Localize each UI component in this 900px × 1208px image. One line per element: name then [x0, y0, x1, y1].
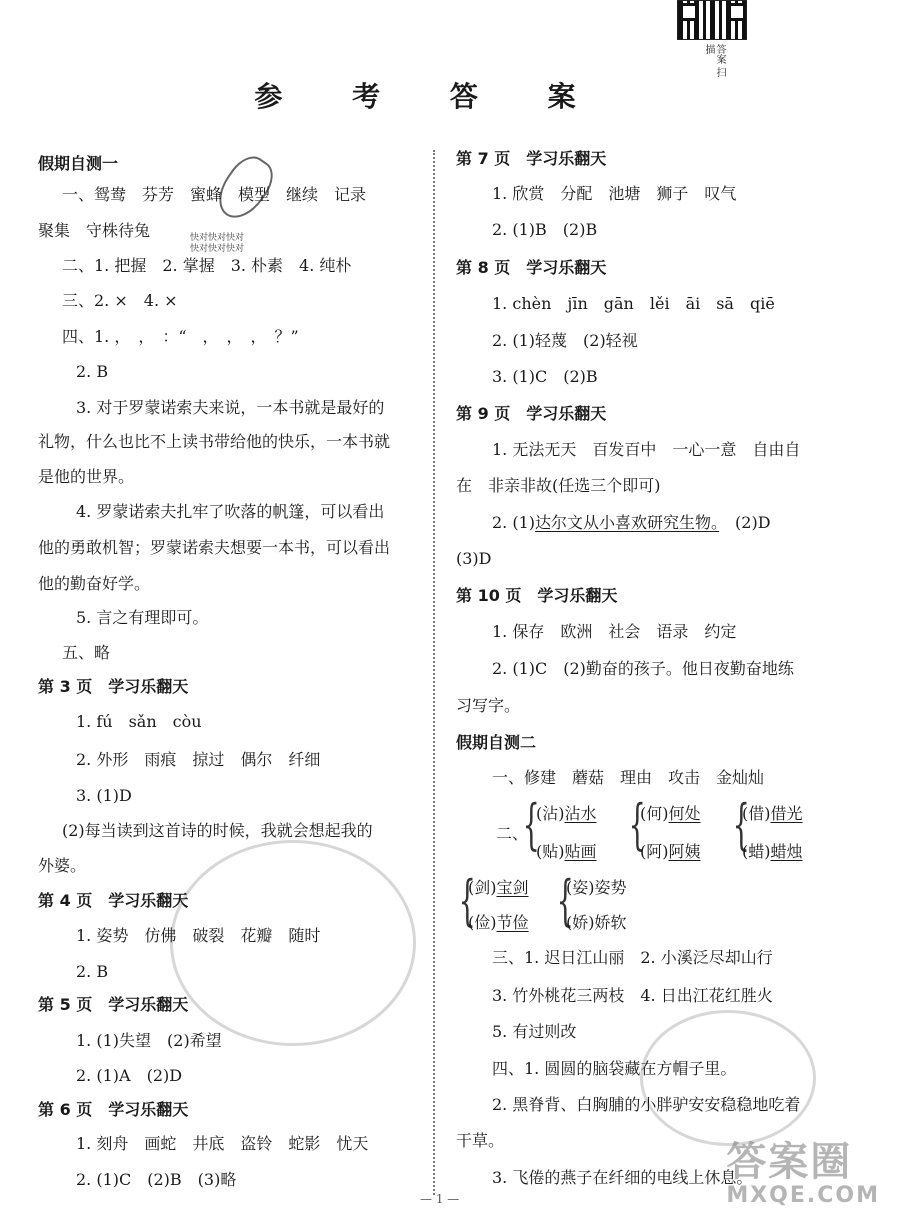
answer-line: 四、1. 圆圆的脑袋藏在方帽子里。 [492, 1059, 737, 1078]
answer-line: 2. (1)C (2)B (3)略 [76, 1170, 237, 1189]
answer-line: 1. fú sǎn còu [76, 712, 202, 731]
qr-finder-icon [728, 3, 746, 21]
answer-prefix: 2. (1) [492, 513, 536, 532]
section-heading: 第 3 页 学习乐翻天 [38, 677, 189, 696]
word-pair: (娇)娇软 [566, 913, 627, 932]
answer-line: 3. 飞倦的燕子在纤细的电线上休息。 [492, 1168, 753, 1187]
answer-line: 1. 欣赏 分配 池塘 狮子 叹气 [492, 184, 737, 203]
underlined-answer: 达尔文从小喜欢研究生物。 [535, 513, 720, 532]
answer-line: 2. (1)A (2)D [76, 1066, 183, 1085]
answer-line: 1. 姿势 仿佛 破裂 花瓣 随时 [76, 926, 321, 945]
section-heading: 第 8 页 学习乐翻天 [456, 258, 607, 277]
answer-line: 1. 无法无天 百发百中 一心一意 自由自 [492, 440, 801, 459]
section-heading: 假期自测二 [456, 733, 537, 752]
answer-line: 5. 言之有理即可。 [76, 608, 209, 627]
answer-line: 外婆。 [38, 856, 87, 875]
word-pair: (俭)节俭 [468, 913, 529, 932]
qr-finder-icon [680, 3, 698, 21]
q9-answer-2 [492, 511, 771, 535]
answer-line: 1. chèn jīn gān lěi āi sā qiē [492, 294, 775, 313]
word-pair: (借)借光 [742, 804, 803, 823]
brace-icon: { [522, 793, 540, 856]
answer-line: 2. B [76, 962, 109, 981]
page-title: 参 考 答 案 [254, 80, 606, 113]
word-pair: (沾)沾水 [536, 804, 597, 823]
answer-line: 礼物，什么也比不上读书带给他的快乐，一本书就 [38, 432, 391, 451]
carrot-note: 快对快对快对 快对快对快对 [190, 233, 245, 254]
answer-line: 二、1. 把握 2. 掌握 3. 朴素 4. 纯朴 [62, 256, 352, 275]
answer-line: 三、1. 迟日江山丽 2. 小溪泛尽却山行 [492, 948, 773, 967]
answer-line: 干草。 [456, 1131, 505, 1150]
answer-line: 在 非亲非故(任选三个即可) [456, 476, 661, 495]
qr-label: 答案 扫描 [703, 44, 725, 78]
section-heading: 第 9 页 学习乐翻天 [456, 404, 607, 423]
brace-icon: { [458, 869, 476, 932]
section-heading: 第 6 页 学习乐翻天 [38, 1100, 189, 1119]
section-heading: 第 5 页 学习乐翻天 [38, 995, 189, 1014]
answer-line: 1. (1)失望 (2)希望 [76, 1031, 222, 1050]
answer-line: 2. 黑脊背、白胸脯的小胖驴安安稳稳地吃着 [492, 1095, 801, 1114]
answer-line: 一、鸳鸯 芬芳 蜜蜂 模型 继续 记录 [62, 185, 367, 204]
answer-line: 四、1. ， ， ：“ ， ， ， ？” [62, 327, 299, 346]
answer-line: 4. 罗蒙诺索夫扎牢了吹落的帆篷，可以看出 [76, 502, 385, 521]
answer-line: 一、修建 蘑菇 理由 攻击 金灿灿 [492, 768, 765, 787]
answer-line: 1. 刻舟 画蛇 井底 盗铃 蛇影 忧天 [76, 1134, 369, 1153]
answer-line: 3. 对于罗蒙诺索夫来说，一本书就是最好的 [76, 398, 385, 417]
answer-line: 三、2. × 4. × [62, 291, 178, 310]
section-heading: 第 7 页 学习乐翻天 [456, 149, 607, 168]
word-pair: (贴)贴画 [536, 842, 597, 861]
answer-line: 2. (1)轻蔑 (2)轻视 [492, 331, 638, 350]
section-heading: 第 4 页 学习乐翻天 [38, 891, 189, 910]
answer-line: 2. 外形 雨痕 掠过 偶尔 纤细 [76, 750, 321, 769]
word-pair: (蜡)蜡烛 [742, 842, 803, 861]
word-pair: (姿)姿势 [566, 878, 627, 897]
answer-line: 五、略 [62, 643, 111, 662]
answer-line: (2)每当读到这首诗的时候，我就会想起我的 [62, 821, 373, 840]
page-number: — 1 — [420, 1192, 460, 1206]
word-pair: (何)何处 [640, 804, 701, 823]
brace-icon: { [556, 869, 574, 932]
brace-icon: { [628, 793, 646, 856]
brace-icon: { [732, 793, 750, 856]
answer-line: 2. B [76, 362, 109, 381]
answer-line: (3)D [456, 549, 492, 568]
section-heading: 假期自测一 [38, 154, 119, 173]
qr-code [677, 0, 747, 40]
answer-line: 习写字。 [456, 696, 521, 715]
answer-suffix: (2)D [719, 513, 771, 532]
answer-line: 他的勤奋好学。 [38, 574, 151, 593]
answer-line: 5. 有过则改 [492, 1022, 577, 1041]
answer-line: 是他的世界。 [38, 467, 135, 486]
answer-line: 3. (1)D [76, 786, 132, 805]
watermark-logo: 答案圈 MXQE.COM [726, 1139, 880, 1208]
word-pair: (剑)宝剑 [468, 878, 529, 897]
answer-line: 1. 保存 欧洲 社会 语录 约定 [492, 622, 737, 641]
answer-line: 聚集 守株待兔 [38, 221, 151, 240]
answer-line: 他的勇敢机智；罗蒙诺索夫想要一本书，可以看出 [38, 538, 391, 557]
answer-line: 2. (1)B (2)B [492, 220, 598, 239]
answer-line: 2. (1)C (2)勤奋的孩子。他日夜勤奋地练 [492, 659, 794, 678]
word-pair: (阿)阿姨 [640, 842, 701, 861]
part2-label: 二、 [496, 824, 529, 843]
answer-line: 3. (1)C (2)B [492, 367, 598, 386]
column-divider [433, 150, 435, 1195]
section-heading: 第 10 页 学习乐翻天 [456, 586, 618, 605]
answer-line: 3. 竹外桃花三两枝 4. 日出江花红胜火 [492, 986, 773, 1005]
